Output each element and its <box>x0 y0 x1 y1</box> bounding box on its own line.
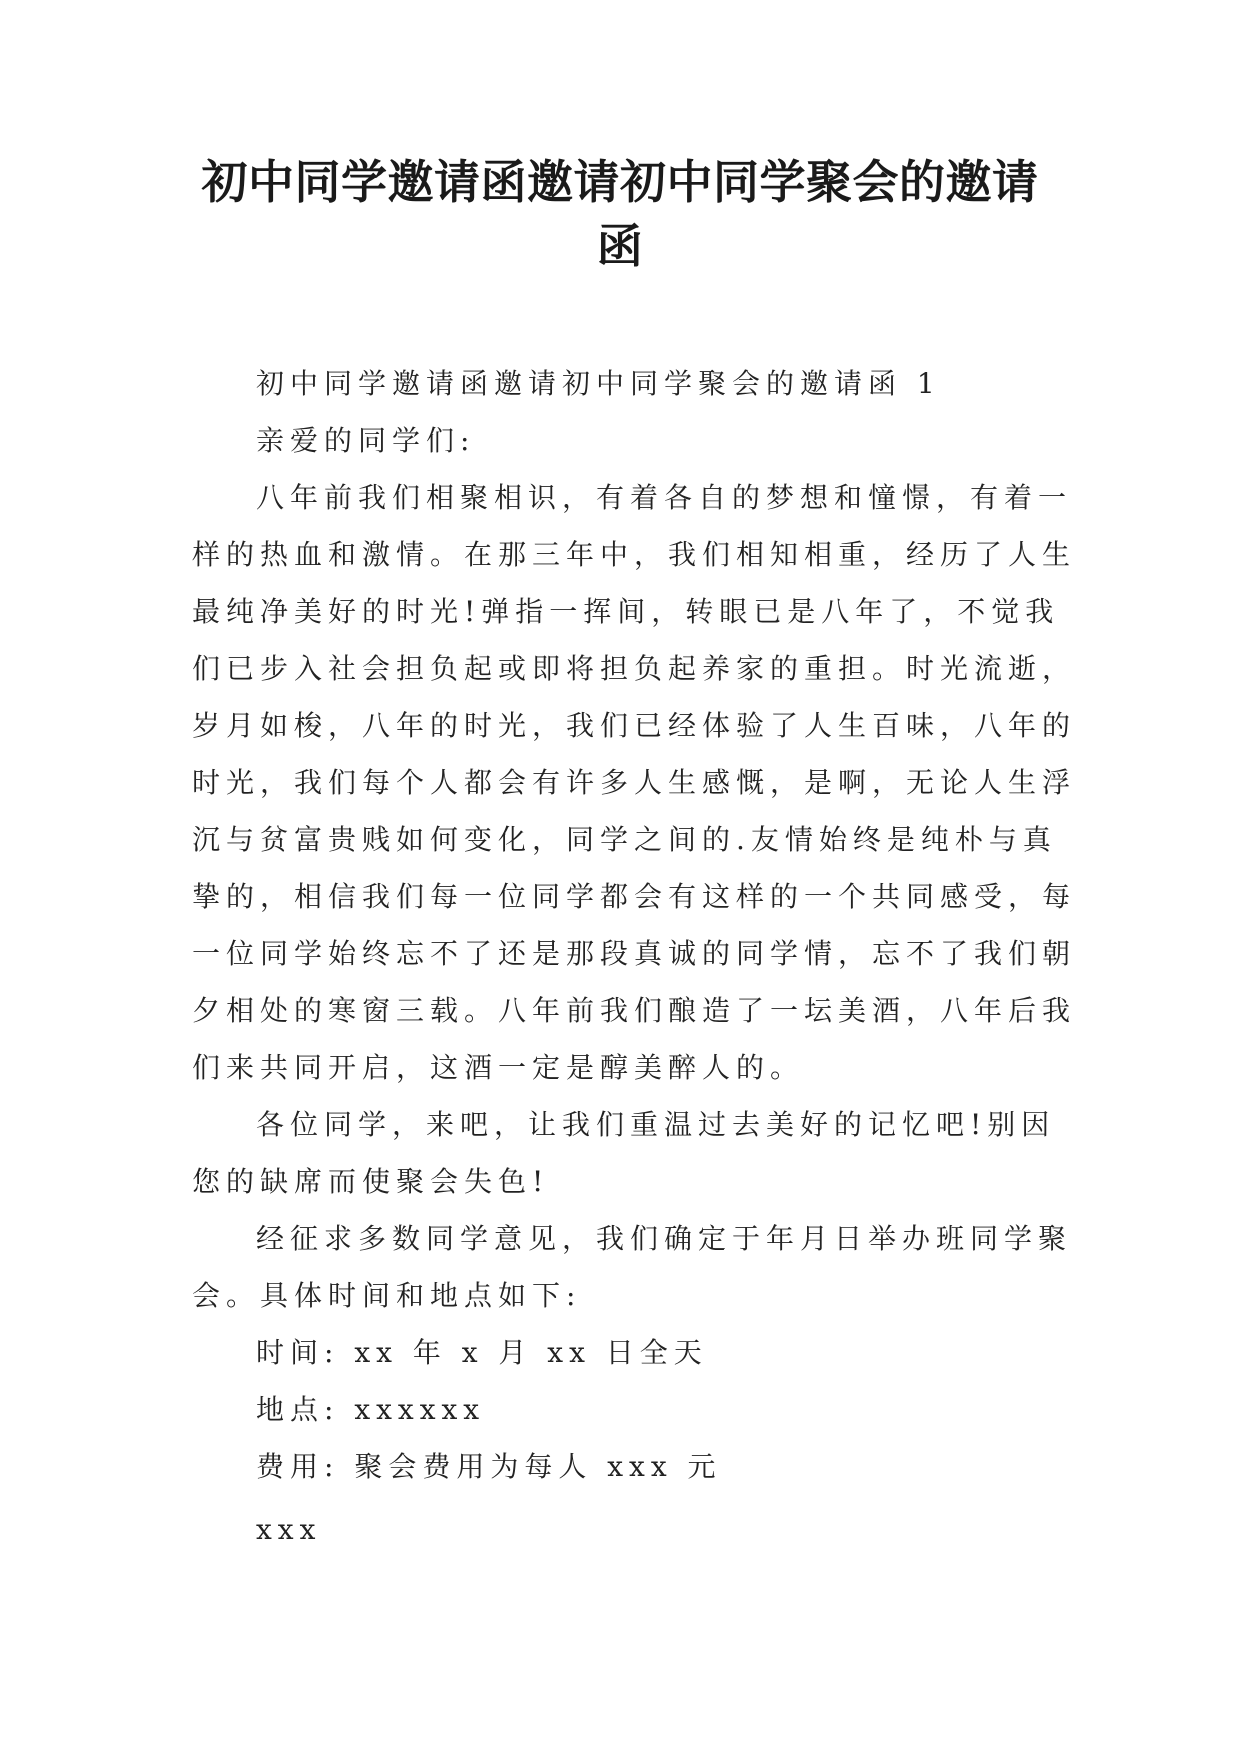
paragraph-line: 时光，我们每个人都会有许多人生感慨，是啊，无论人生浮 <box>192 766 1077 799</box>
fee-line: 费用: 聚会费用为每人 xxx 元 <box>256 1450 722 1483</box>
paragraph-line: 八年前我们相聚相识，有着各自的梦想和憧憬，有着一 <box>256 481 1073 514</box>
paragraph-line: 夕相处的寒窗三载。八年前我们酿造了一坛美酒，八年后我 <box>192 994 1077 1027</box>
paragraph-1 <box>192 469 1077 1096</box>
paragraph-line: 一位同学始终忘不了还是那段真诚的同学情，忘不了我们朝 <box>192 937 1077 970</box>
paragraph-line: 岁月如梭，八年的时光，我们已经体验了人生百味，八年的 <box>192 709 1077 742</box>
title-line-1: 初中同学邀请函邀请初中同学聚会的邀请 <box>201 155 1039 209</box>
document-body <box>192 355 1077 1558</box>
time-line: 时间: xx 年 x 月 xx 日全天 <box>256 1336 708 1369</box>
title-line-2: 函 <box>596 219 644 273</box>
paragraph-line: 各位同学，来吧，让我们重温过去美好的记忆吧!别因 <box>256 1108 1056 1141</box>
paragraph-3 <box>192 1210 1073 1324</box>
paragraph-line: 经征求多数同学意见，我们确定于年月日举办班同学聚 <box>256 1222 1073 1255</box>
subheading: 初中同学邀请函邀请初中同学聚会的邀请函 1 <box>256 367 941 400</box>
paragraph-line: 会。具体时间和地点如下: <box>192 1279 582 1312</box>
signature: xxx <box>256 1513 322 1546</box>
greeting: 亲爱的同学们: <box>256 424 476 457</box>
paragraph-line: 们已步入社会担负起或即将担负起养家的重担。时光流逝， <box>192 652 1077 685</box>
document-title <box>150 150 1090 278</box>
paragraph-2 <box>192 1096 1056 1210</box>
paragraph-line: 挚的，相信我们每一位同学都会有这样的一个共同感受，每 <box>192 880 1077 913</box>
paragraph-line: 们来共同开启，这酒一定是醇美醉人的。 <box>192 1051 805 1084</box>
paragraph-line: 最纯净美好的时光!弹指一挥间，转眼已是八年了，不觉我 <box>192 595 1060 628</box>
paragraph-line: 样的热血和激情。在那三年中，我们相知相重，经历了人生 <box>192 538 1077 571</box>
place-line: 地点: xxxxxx <box>256 1393 486 1426</box>
paragraph-line: 沉与贫富贵贱如何变化，同学之间的.友情始终是纯朴与真 <box>192 823 1057 856</box>
paragraph-line: 您的缺席而使聚会失色! <box>192 1165 550 1198</box>
